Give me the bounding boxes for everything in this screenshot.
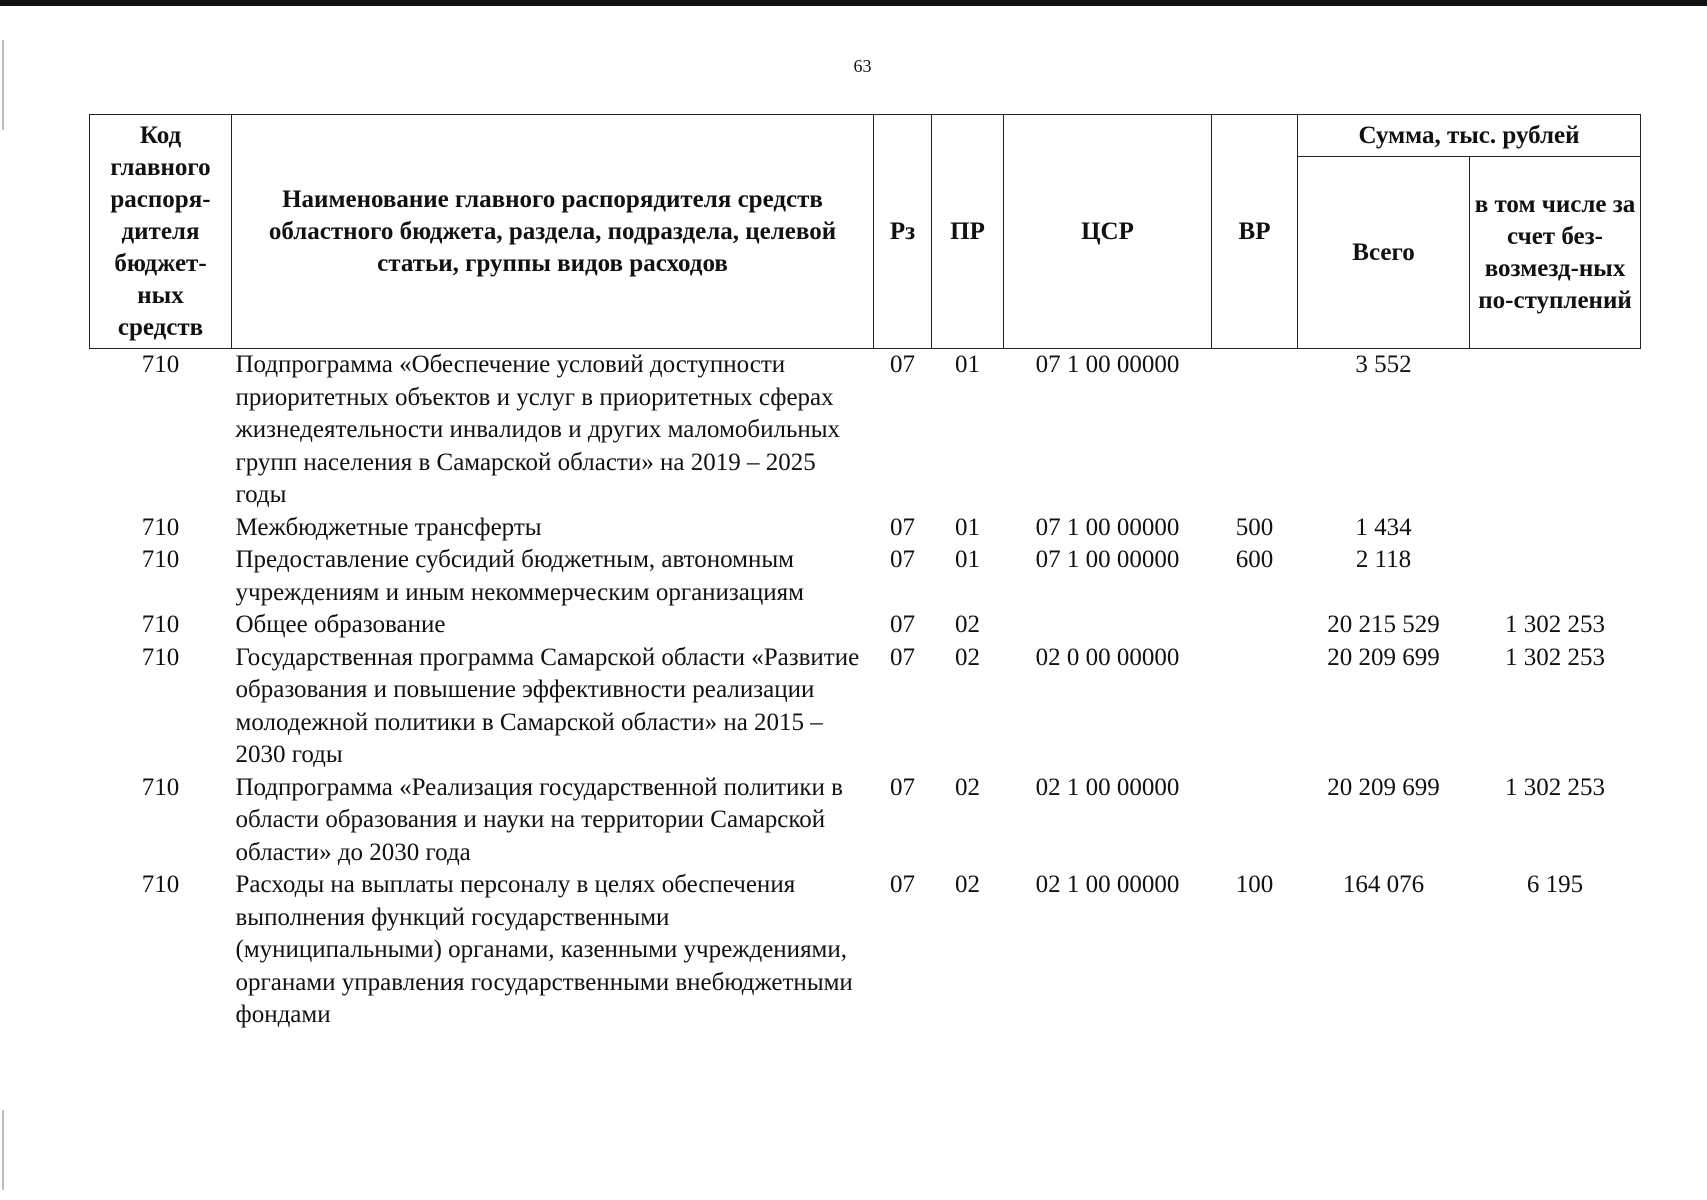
- cell-total: 1 434: [1355, 513, 1412, 541]
- cell-name: Межбюджетные трансферты: [235, 513, 542, 541]
- cell-total: 20 209 699: [1327, 643, 1440, 671]
- cell-rz: 07: [890, 351, 915, 378]
- cell-vr: [1212, 349, 1298, 512]
- cell-total: 20 215 529: [1327, 611, 1440, 638]
- table-row: [90, 609, 1641, 642]
- cell-pr: 01: [955, 546, 980, 573]
- header-name: Наименование главного распорядителя средств областного бюджета, раздела, подраздела, целевой статьи, группы видов расходов: [232, 115, 874, 349]
- cell-code: 710: [141, 773, 180, 801]
- cell-vr: 100: [1235, 871, 1274, 898]
- cell-pr: 02: [955, 871, 980, 898]
- cell-pr: 01: [955, 351, 980, 378]
- budget-table: [89, 114, 1641, 1032]
- table-header: [90, 115, 1641, 349]
- cell-free: [1470, 512, 1641, 545]
- cell-free: 1 302 253: [1505, 611, 1605, 638]
- cell-rz: 07: [890, 773, 915, 801]
- cell-free: [1470, 544, 1641, 609]
- table-row: [90, 349, 1641, 512]
- table-row: [90, 869, 1641, 1032]
- page-number: 63: [853, 56, 872, 76]
- table-row: [90, 642, 1641, 772]
- cell-code: 710: [141, 611, 180, 638]
- header-free: в том числе за счет без-возмезд-ных по-ступлений: [1470, 157, 1641, 349]
- cell-free: [1470, 349, 1641, 512]
- cell-csr: 07 1 00 00000: [1035, 546, 1180, 573]
- cell-name: Общее образование: [235, 611, 446, 638]
- cell-code: 710: [141, 546, 180, 573]
- cell-vr: 500: [1235, 513, 1274, 541]
- cell-pr: 02: [955, 643, 980, 671]
- page-top-border: [0, 0, 1707, 6]
- header-total: Всего: [1298, 157, 1470, 349]
- cell-vr: [1212, 642, 1298, 772]
- scan-edge-mark: [2, 40, 4, 130]
- cell-vr: [1212, 772, 1298, 870]
- cell-free: 6 195: [1526, 871, 1584, 898]
- cell-code: 710: [141, 643, 180, 671]
- scan-edge-mark: [2, 1110, 4, 1190]
- cell-csr: 02 1 00 00000: [1035, 773, 1180, 801]
- cell-csr: 07 1 00 00000: [1035, 513, 1180, 541]
- table-row: [90, 772, 1641, 870]
- cell-name: Государственная программа Самарской области «Развитие образования и повышение эффективности реализации молодежной политики в Самарской области» на 2015 – 2030 годы: [235, 643, 860, 768]
- header-pr: ПР: [932, 115, 1004, 349]
- table-body: [90, 349, 1641, 1032]
- cell-csr: [1004, 609, 1212, 642]
- cell-name: Предоставление субсидий бюджетным, автономным учреждениям и иным некоммерческим организациям: [235, 546, 804, 606]
- header-row: [90, 115, 1641, 157]
- cell-vr: 600: [1235, 546, 1274, 573]
- cell-total: 3 552: [1355, 351, 1412, 378]
- cell-csr: 07 1 00 00000: [1035, 351, 1180, 378]
- table-row: [90, 544, 1641, 609]
- cell-total: 2 118: [1355, 546, 1412, 573]
- cell-name: Подпрограмма «Обеспечение условий доступности приоритетных объектов и услуг в приоритетных сферах жизнедеятельности инвалидов и других маломобильных групп населения в Самарской области» на 2019 – 2025 годы: [235, 351, 841, 508]
- header-code: Код главного распоря-дителя бюджет-ных средств: [90, 115, 232, 349]
- cell-csr: 02 1 00 00000: [1035, 871, 1180, 898]
- cell-pr: 01: [955, 513, 980, 541]
- cell-rz: 07: [890, 871, 915, 898]
- header-sum: Сумма, тыс. рублей: [1298, 115, 1641, 157]
- cell-pr: 02: [955, 611, 980, 638]
- header-rz: Рз: [874, 115, 932, 349]
- cell-code: 710: [141, 871, 180, 898]
- header-vr: ВР: [1212, 115, 1298, 349]
- cell-rz: 07: [890, 611, 915, 638]
- cell-code: 710: [141, 513, 180, 541]
- cell-vr: [1212, 609, 1298, 642]
- cell-free: 1 302 253: [1505, 643, 1605, 671]
- cell-total: 20 209 699: [1327, 773, 1440, 801]
- cell-csr: 02 0 00 00000: [1035, 643, 1180, 671]
- cell-pr: 02: [955, 773, 980, 801]
- header-csr: ЦСР: [1004, 115, 1212, 349]
- cell-name: Расходы на выплаты персоналу в целях обеспечения выполнения функций государственными (муниципальными) органами, казенными учреждениями, органами управления государственными внебюджетными фондами: [235, 871, 853, 1028]
- cell-code: 710: [141, 351, 180, 378]
- cell-total: 164 076: [1342, 871, 1425, 898]
- cell-name: Подпрограмма «Реализация государственной политики в области образования и науки на территории Самарской области» до 2030 года: [235, 773, 843, 866]
- cell-free: 1 302 253: [1505, 773, 1605, 801]
- cell-rz: 07: [890, 643, 915, 671]
- cell-rz: 07: [890, 546, 915, 573]
- cell-rz: 07: [890, 513, 915, 541]
- table-row: [90, 512, 1641, 545]
